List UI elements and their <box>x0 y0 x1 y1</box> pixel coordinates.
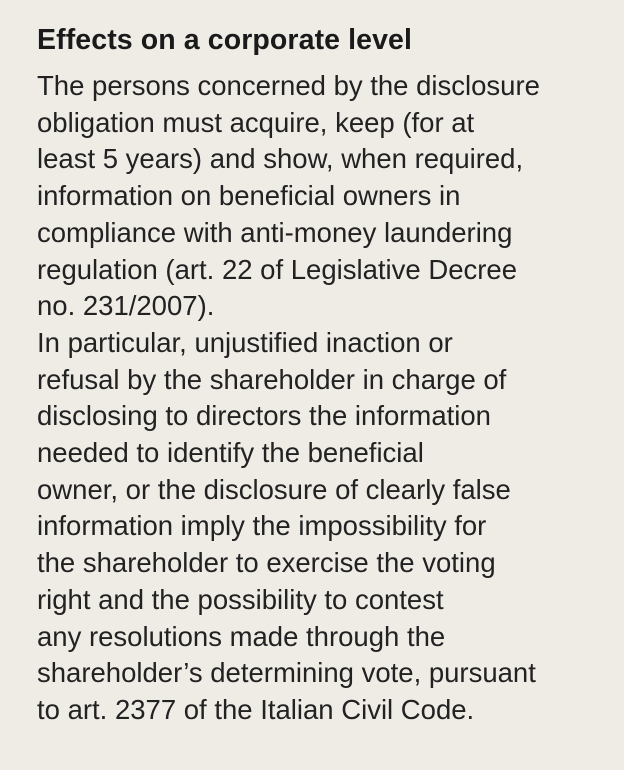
body-line: compliance with anti-money laundering <box>37 216 513 248</box>
body-line: the shareholder to exercise the voting <box>37 547 496 579</box>
body-line: information on beneficial owners in <box>37 180 461 212</box>
body-line: right and the possibility to contest <box>37 583 444 615</box>
section-heading: Effects on a corporate level <box>37 24 413 56</box>
body-line: regulation (art. 22 of Legislative Decree <box>37 253 517 285</box>
body-line: disclosing to directors the information <box>37 400 491 432</box>
body-line: shareholder’s determining vote, pursuant <box>37 657 536 689</box>
body-line: obligation must acquire, keep (for at <box>37 106 475 138</box>
body-line: no. 231/2007). <box>37 290 215 322</box>
body-line: any resolutions made through the <box>37 620 446 652</box>
body-line: owner, or the disclosure of clearly false <box>37 473 511 505</box>
body-line: The persons concerned by the disclosure <box>37 70 540 101</box>
body-line: information imply the impossibility for <box>37 510 487 542</box>
body-line: least 5 years) and show, when required, <box>37 143 524 175</box>
body-line: In particular, unjustified inaction or <box>37 326 453 358</box>
body-line: to art. 2377 of the Italian Civil Code. <box>37 693 475 725</box>
body-line: refusal by the shareholder in charge of <box>37 363 507 395</box>
text-panel <box>37 22 607 729</box>
section-body <box>37 68 607 729</box>
body-line: needed to identify the beneficial <box>37 437 424 469</box>
